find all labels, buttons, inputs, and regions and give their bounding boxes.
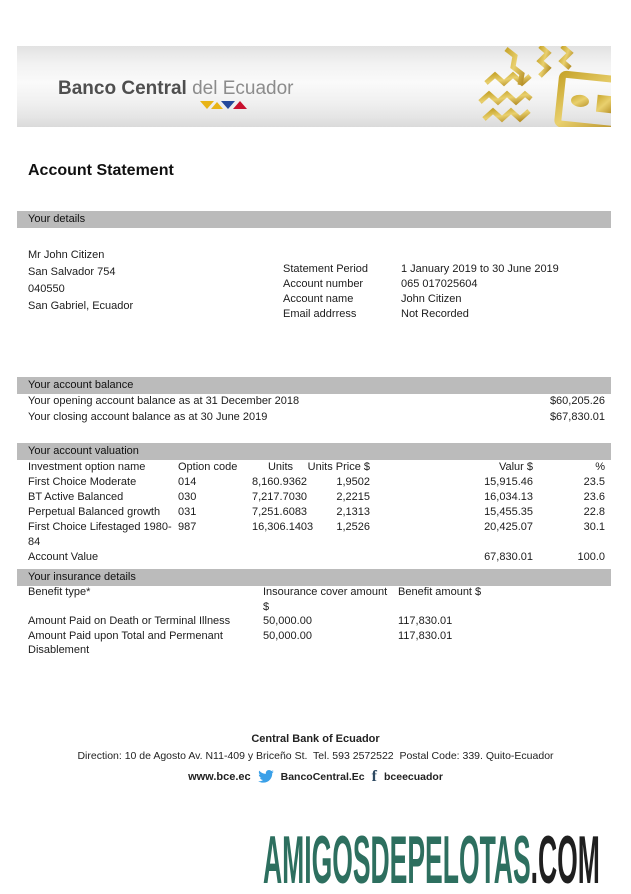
flag-triangles-icon xyxy=(200,101,247,109)
facebook-handle: bceecuador xyxy=(383,770,443,783)
watermark-suffix: .COM xyxy=(530,822,600,894)
column-header: Units Price $ xyxy=(307,461,370,473)
table-cell: 031 xyxy=(178,506,197,518)
table-cell: 22.8 xyxy=(583,506,605,518)
table-cell: 16,034.13 xyxy=(484,491,533,503)
column-header: Option code xyxy=(178,461,238,473)
table-cell: 30.1 xyxy=(583,521,605,533)
table-cell: 67,830.01 xyxy=(484,551,533,563)
flag-triangle-red-up-icon xyxy=(233,101,247,109)
table-cell: 23.5 xyxy=(583,476,605,488)
address-line: Mr John Citizen xyxy=(28,249,105,261)
balance-label: Your opening account balance as at 31 December 2018 xyxy=(28,395,300,407)
customer-address-block xyxy=(28,247,133,315)
table-cell: 117,830.01 xyxy=(398,629,453,642)
field-value: 1 January 2019 to 30 June 2019 xyxy=(401,263,559,275)
table-cell xyxy=(252,550,293,565)
website-link: www.bce.ec xyxy=(188,770,251,783)
column-header: Benefit amount $ xyxy=(398,586,482,598)
footer-social-line xyxy=(0,770,631,783)
table-cell: 987 xyxy=(178,521,197,533)
field-value: John Citizen xyxy=(401,293,462,305)
field-label: Email addrress xyxy=(283,308,357,320)
balance-row xyxy=(17,393,611,409)
table-cell: 1,2526 xyxy=(336,521,370,533)
twitter-bird-icon xyxy=(258,770,274,783)
bank-brand xyxy=(58,79,294,99)
footer-address-line: Direction: 10 de Agosto Av. N11-409 y Briceño St. Tel. 593 2572522 Postal Code: 339. Quito-Ecuador xyxy=(77,750,554,762)
table-cell xyxy=(178,550,252,565)
section-header-account-balance: Your account balance xyxy=(17,377,611,394)
field-value: 065 017025604 xyxy=(401,278,478,290)
table-cell: 50,000.00 xyxy=(263,629,312,642)
column-header: Units xyxy=(267,461,293,473)
brand-bold-text: Banco Central xyxy=(58,78,187,99)
facebook-f-icon: f xyxy=(371,768,377,785)
table-cell: 8,160.9362 xyxy=(252,476,308,488)
column-header: Valur $ xyxy=(498,461,533,473)
table-cell: 7,217.7030 xyxy=(252,491,308,503)
table-cell: 2,1313 xyxy=(336,506,370,518)
table-cell: 030 xyxy=(178,491,197,503)
header-band xyxy=(17,46,611,127)
table-cell xyxy=(293,550,370,565)
table-cell: 014 xyxy=(178,476,197,488)
table-cell: Perpetual Balanced growth xyxy=(28,506,161,518)
table-cell: 7,251.6083 xyxy=(252,506,308,518)
address-line: 040550 xyxy=(28,283,65,295)
field-label: Account name xyxy=(283,293,354,305)
table-cell: First Choice Lifestaged 1980-84 xyxy=(28,521,172,548)
balance-value: $67,830.01 xyxy=(549,411,605,423)
table-cell: Amount Paid on Death or Terminal Illness xyxy=(28,615,231,627)
valuation-table xyxy=(28,460,605,565)
table-cell: 1,9502 xyxy=(336,476,370,488)
field-value: Not Recorded xyxy=(401,308,469,320)
column-header: Insourance cover amount $ xyxy=(263,586,388,613)
balance-row xyxy=(17,409,611,425)
field-label: Account number xyxy=(283,278,364,290)
address-line: San Salvador 754 xyxy=(28,266,116,278)
section-header-account-valuation: Your account valuation xyxy=(17,443,611,460)
balance-value: $60,205.26 xyxy=(549,395,605,407)
twitter-handle: BancoCentral.Ec xyxy=(280,770,365,783)
table-cell: 50,000.00 xyxy=(263,615,312,627)
field-label: Statement Period xyxy=(283,263,368,275)
table-cell: Amount Paid upon Total and Permenant Disablement xyxy=(28,629,223,656)
table-cell: 100.0 xyxy=(577,551,605,563)
table-cell: 23.6 xyxy=(583,491,605,503)
footer-bank-name: Central Bank of Ecuador xyxy=(251,733,380,745)
table-cell: 15,455.35 xyxy=(484,506,533,518)
section-header-insurance-details: Your insurance details xyxy=(17,569,611,586)
table-cell: Account Value xyxy=(28,551,99,563)
statement-info-grid xyxy=(283,262,559,322)
table-cell: 2,2215 xyxy=(336,491,370,503)
page-title: Account Statement xyxy=(28,162,174,179)
table-cell: 20,425.07 xyxy=(484,521,533,533)
insurance-table xyxy=(28,585,605,658)
column-header: Benefit type* xyxy=(28,586,91,598)
column-header: Investment option name xyxy=(28,461,146,473)
inca-sun-logo-icon xyxy=(476,46,611,127)
balance-label: Your closing account balance as at 30 June 2019 xyxy=(28,411,268,423)
brand-light-text: del Ecuador xyxy=(186,78,294,99)
address-line: San Gabriel, Ecuador xyxy=(28,300,134,312)
column-header: % xyxy=(595,461,605,473)
table-cell: 15,915.46 xyxy=(484,476,533,488)
table-cell: First Choice Moderate xyxy=(28,476,137,488)
table-cell: BT Active Balanced xyxy=(28,491,124,503)
watermark-primary: AMIGOSDEPELOTAS xyxy=(263,822,531,894)
section-header-your-details: Your details xyxy=(17,211,611,228)
site-watermark xyxy=(263,822,600,894)
table-cell: 117,830.01 xyxy=(398,615,453,627)
balance-rows xyxy=(17,393,611,425)
table-cell: 16,306.1403 xyxy=(252,521,314,533)
